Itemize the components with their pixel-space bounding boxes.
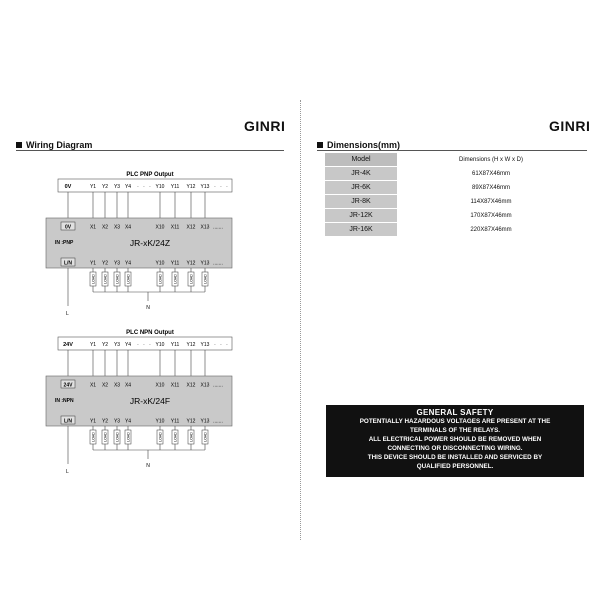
input-mode-label: IN :NPN — [55, 398, 74, 404]
table-cell-dimensions: 61X87X46mm — [397, 167, 585, 180]
module-output-terminal: Y4 — [124, 260, 132, 267]
header-rule-left — [16, 150, 284, 151]
module-input-terminal: X12 — [186, 382, 196, 389]
module-output-terminal: Y2 — [101, 418, 109, 425]
module-output-terminal: Y3 — [113, 260, 121, 267]
module-output-terminal: Y11 — [170, 260, 180, 267]
safety-line: THIS DEVICE SHOULD BE INSTALLED AND SERVICED BY — [367, 454, 543, 461]
plc-output-terminal: Y2 — [101, 184, 109, 190]
load-label: LOAD — [158, 432, 163, 442]
load-label: LOAD — [91, 274, 96, 284]
table-cell-model: JR-4K — [325, 167, 397, 180]
ellipsis-dots: ....... — [213, 260, 223, 267]
ellipsis-dots: · — [143, 342, 145, 348]
table-cell-model: JR-12K — [325, 209, 397, 222]
load-label: LOAD — [158, 274, 163, 284]
ellipsis-dots: · — [137, 184, 139, 190]
table-header-row — [325, 153, 585, 166]
plc-output-label: PLC PNP Output — [126, 172, 174, 178]
table-cell-model: JR-8K — [325, 195, 397, 208]
plc-output-terminal: Y4 — [124, 342, 132, 348]
load-label: LOAD — [91, 432, 96, 442]
load-label: LOAD — [115, 274, 120, 284]
plc-output-terminal: Y11 — [170, 184, 180, 190]
module-output-terminal: Y13 — [200, 260, 210, 267]
load-label: LOAD — [126, 274, 131, 284]
ellipsis-dots: · — [214, 184, 216, 190]
plc-output-terminal: Y13 — [200, 342, 210, 348]
plc-output-terminal: Y12 — [186, 184, 196, 190]
module-input-terminal: X4 — [124, 224, 132, 231]
plc-output-terminal: Y4 — [124, 184, 132, 190]
dimensions-title-text: Dimensions(mm) — [327, 140, 401, 150]
module-input-terminal: X10 — [155, 382, 165, 389]
ellipsis-dots: · — [220, 342, 222, 348]
ellipsis-dots: · — [226, 342, 228, 348]
table-row — [325, 181, 585, 194]
table-row — [325, 195, 585, 208]
module-output-terminal: Y3 — [113, 418, 121, 425]
ln-terminal-label: L/N — [63, 260, 73, 267]
module-input-terminal: X12 — [186, 224, 196, 231]
bullet-square-icon — [317, 142, 323, 148]
module-input-terminal: X3 — [113, 224, 121, 231]
module-input-terminal: X1 — [89, 382, 97, 389]
input-mode-label: IN :PNP — [55, 240, 74, 246]
safety-line: POTENTIALLY HAZARDOUS VOLTAGES ARE PRESENT AT THE — [359, 418, 551, 425]
ellipsis-dots: · — [149, 184, 151, 190]
dimensions-title — [317, 140, 400, 150]
plc-output-terminal: Y10 — [155, 184, 165, 190]
load-label: LOAD — [126, 432, 131, 442]
wiring-diagram-npn — [0, 318, 300, 478]
plc-output-terminal: Y12 — [186, 342, 196, 348]
load-label: LOAD — [203, 274, 208, 284]
module-output-terminal: Y12 — [186, 260, 196, 267]
load-label: LOAD — [203, 432, 208, 442]
module-model-label: JR-xK/24F — [129, 396, 171, 406]
wiring-diagram-title-text: Wiring Diagram — [26, 140, 93, 150]
dimensions-table — [325, 152, 585, 237]
ln-terminal-label: L/N — [63, 418, 73, 425]
plc-output-terminal: Y2 — [101, 342, 109, 348]
module-input-terminal: X2 — [101, 224, 109, 231]
table-cell-dimensions: 89X87X46mm — [397, 181, 585, 194]
module-output-terminal: Y11 — [170, 418, 180, 425]
page-divider — [300, 100, 301, 540]
ellipsis-dots: ....... — [213, 418, 223, 425]
table-cell-model: JR-16K — [325, 223, 397, 236]
wiring-diagram-title — [16, 140, 92, 150]
load-label: LOAD — [173, 432, 178, 442]
module-input-terminal: X11 — [170, 382, 180, 389]
load-label: LOAD — [189, 274, 194, 284]
ellipsis-dots: · — [214, 342, 216, 348]
safety-line: ALL ELECTRICAL POWER SHOULD BE REMOVED WHEN — [368, 436, 542, 443]
brand-logo-left: GINRI — [244, 118, 286, 134]
table-cell-dimensions: 220X87X46mm — [397, 223, 585, 236]
module-model-label: JR-xK/24Z — [129, 238, 171, 248]
module-output-terminal: Y12 — [186, 418, 196, 425]
module-input-terminal: X11 — [170, 224, 180, 231]
module-input-terminal: X4 — [124, 382, 132, 389]
ellipsis-dots: · — [143, 184, 145, 190]
safety-line: CONNECTING OR DISCONNECTING WIRING. — [387, 445, 523, 452]
safety-heading: GENERAL SAFETY — [416, 408, 494, 417]
plc-output-label: PLC NPN Output — [126, 330, 174, 336]
plc-output-terminal: Y3 — [113, 184, 121, 190]
module-output-terminal: Y13 — [200, 418, 210, 425]
safety-line: TERMINALS OF THE RELAYS. — [409, 427, 501, 434]
plc-output-terminal: Y1 — [89, 184, 97, 190]
load-label: LOAD — [103, 432, 108, 442]
l-label: L — [66, 311, 69, 317]
load-label: LOAD — [189, 432, 194, 442]
table-header-model: Model — [325, 153, 397, 166]
table-cell-dimensions: 170X87X46mm — [397, 209, 585, 222]
table-row — [325, 223, 585, 236]
load-label: LOAD — [103, 274, 108, 284]
ellipsis-dots: · — [149, 342, 151, 348]
ellipsis-dots: · — [220, 184, 222, 190]
plc-common-label: 24V — [63, 342, 73, 348]
plc-output-terminal: Y1 — [89, 342, 97, 348]
module-input-terminal: X13 — [200, 382, 210, 389]
load-label: LOAD — [115, 432, 120, 442]
header-rule-right — [317, 150, 587, 151]
general-safety-box — [326, 405, 584, 477]
plc-output-terminal: Y10 — [155, 342, 165, 348]
brand-logo-right: GINRI — [549, 118, 591, 134]
module-input-terminal: X3 — [113, 382, 121, 389]
ellipsis-dots: ....... — [213, 224, 223, 231]
module-output-terminal: Y10 — [155, 418, 165, 425]
module-output-terminal: Y1 — [89, 418, 97, 425]
module-input-terminal: X1 — [89, 224, 97, 231]
bullet-square-icon — [16, 142, 22, 148]
plc-output-terminal: Y11 — [170, 342, 180, 348]
safety-line: QUALIFIED PERSONNEL. — [416, 463, 494, 470]
table-cell-model: JR-6K — [325, 181, 397, 194]
module-output-terminal: Y10 — [155, 260, 165, 267]
module-input-terminal: X13 — [200, 224, 210, 231]
table-row — [325, 209, 585, 222]
module-input-terminal: X10 — [155, 224, 165, 231]
module-input-terminal: X2 — [101, 382, 109, 389]
power-terminal-label: 0V — [64, 224, 72, 231]
plc-output-terminal: Y3 — [113, 342, 121, 348]
load-label: LOAD — [173, 274, 178, 284]
ellipsis-dots: · — [137, 342, 139, 348]
l-label: L — [66, 469, 69, 475]
table-cell-dimensions: 114X87X46mm — [397, 195, 585, 208]
plc-output-terminal: Y13 — [200, 184, 210, 190]
ellipsis-dots: · — [226, 184, 228, 190]
module-output-terminal: Y2 — [101, 260, 109, 267]
module-output-terminal: Y1 — [89, 260, 97, 267]
module-output-terminal: Y4 — [124, 418, 132, 425]
power-terminal-label: 24V — [63, 382, 73, 389]
n-label: N — [146, 305, 150, 311]
table-header-dimensions: Dimensions (H x W x D) — [397, 153, 585, 166]
wiring-diagram-pnp — [0, 160, 300, 320]
table-row — [325, 167, 585, 180]
ellipsis-dots: ....... — [213, 382, 223, 389]
n-label: N — [146, 463, 150, 469]
plc-common-label: 0V — [64, 184, 72, 190]
